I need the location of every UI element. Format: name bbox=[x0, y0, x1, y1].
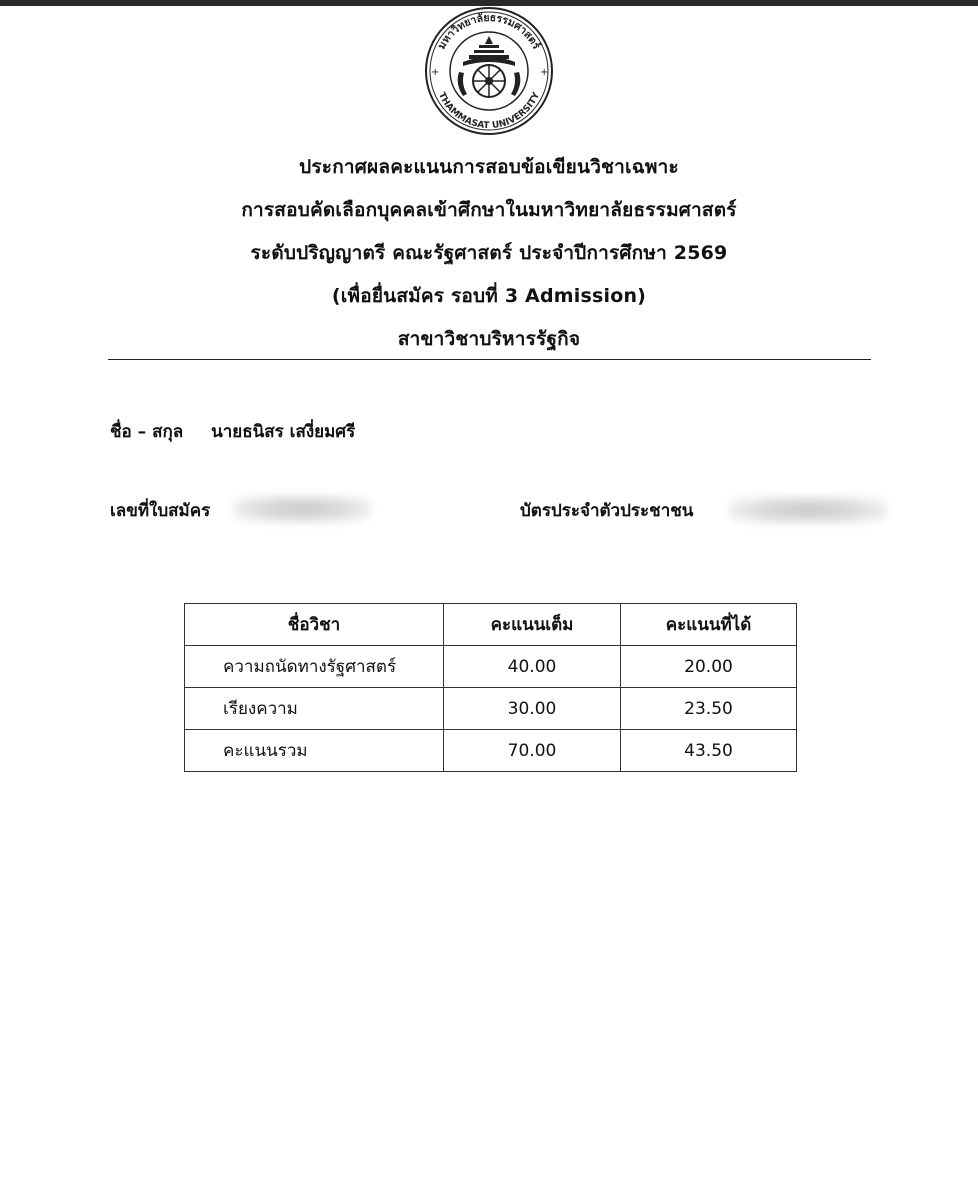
table-header-row bbox=[185, 604, 797, 646]
name-label: ชื่อ – สกุล bbox=[110, 422, 184, 442]
subject-cell: คะแนนรวม bbox=[185, 730, 444, 772]
score-table bbox=[184, 603, 797, 772]
svg-text:มหาวิทยาลัยธรรมศาสตร์: มหาวิทยาลัยธรรมศาสตร์ bbox=[435, 11, 543, 52]
title-line-1: ประกาศผลคะแนนการสอบข้อเขียนวิชาเฉพาะ bbox=[299, 156, 679, 178]
header-obtained-score: คะแนนที่ได้ bbox=[621, 604, 797, 646]
title-line-3: ระดับปริญญาตรี คณะรัฐศาสตร์ ประจำปีการศึกษา 2569 bbox=[250, 242, 728, 264]
obtained-score-cell: 23.50 bbox=[621, 688, 797, 730]
name-value: นายธนิสร เสงี่ยมศรี bbox=[211, 422, 356, 442]
header-full-score: คะแนนเต็ม bbox=[444, 604, 621, 646]
table-row bbox=[185, 646, 797, 688]
id-card-label: บัตรประจำตัวประชาชน bbox=[520, 501, 694, 521]
obtained-score-cell: 43.50 bbox=[621, 730, 797, 772]
full-score-cell: 30.00 bbox=[444, 688, 621, 730]
title-line-5: สาขาวิชาบริหารรัฐกิจ bbox=[397, 328, 581, 350]
announcement-title-block bbox=[0, 146, 978, 361]
full-score-cell: 40.00 bbox=[444, 646, 621, 688]
subject-cell: ความถนัดทางรัฐศาสตร์ bbox=[185, 646, 444, 688]
table-row bbox=[185, 688, 797, 730]
application-number-label: เลขที่ใบสมัคร bbox=[110, 501, 211, 521]
applicant-name-row bbox=[110, 418, 355, 445]
full-score-cell: 70.00 bbox=[444, 730, 621, 772]
subject-cell: เรียงความ bbox=[185, 688, 444, 730]
obtained-score-cell: 20.00 bbox=[621, 646, 797, 688]
header-divider bbox=[108, 359, 871, 360]
svg-text:THAMMASAT UNIVERSITY: THAMMASAT UNIVERSITY bbox=[436, 91, 542, 132]
header-subject: ชื่อวิชา bbox=[185, 604, 444, 646]
svg-text:+: + bbox=[431, 67, 440, 78]
title-line-4: (เพื่อยื่นสมัคร รอบที่ 3 Admission) bbox=[331, 285, 647, 307]
title-line-2: การสอบคัดเลือกบุคคลเข้าศึกษาในมหาวิทยาลัยธรรมศาสตร์ bbox=[241, 199, 737, 221]
id-card-number-redacted bbox=[728, 496, 888, 524]
thammasat-university-seal bbox=[419, 6, 559, 136]
table-row-total bbox=[185, 730, 797, 772]
application-number-redacted bbox=[232, 495, 372, 523]
svg-text:+: + bbox=[540, 67, 549, 78]
